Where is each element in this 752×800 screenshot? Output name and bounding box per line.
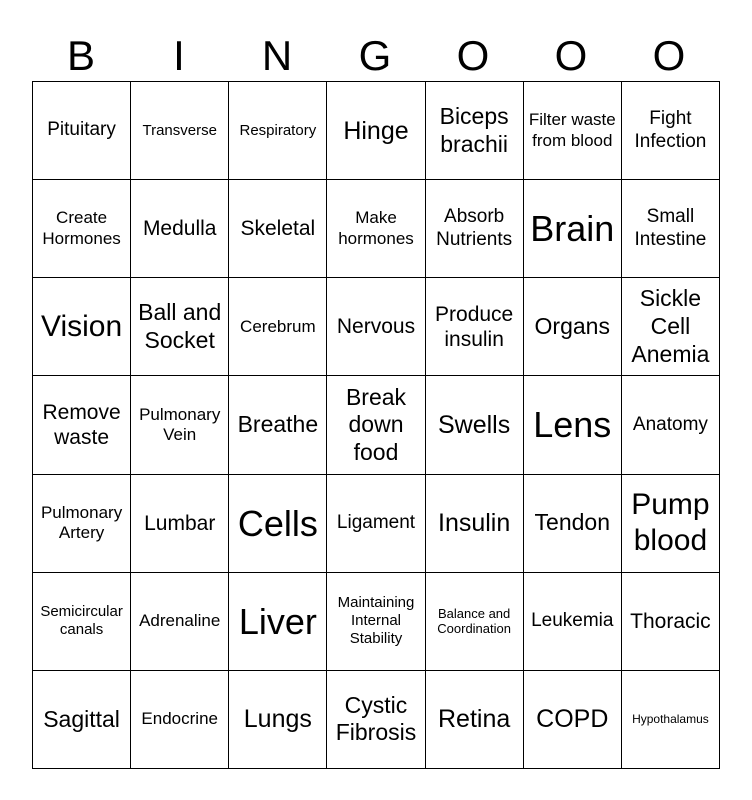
bingo-cell: Cells <box>229 474 327 572</box>
header-letter: G <box>358 32 392 79</box>
header-letter: O <box>652 32 686 79</box>
bingo-cell: Tendon <box>523 474 621 572</box>
bingo-cell: Biceps brachii <box>425 82 523 180</box>
bingo-cell: Organs <box>523 278 621 376</box>
bingo-cell: Transverse <box>131 82 229 180</box>
header-letter: I <box>173 32 185 79</box>
board-row <box>33 376 720 474</box>
bingo-cell: Create Hormones <box>33 180 131 278</box>
bingo-cell: Absorb Nutrients <box>425 180 523 278</box>
bingo-cell: Sickle Cell Anemia <box>621 278 719 376</box>
bingo-cell: Brain <box>523 180 621 278</box>
bingo-cell: Hypothalamus <box>621 670 719 768</box>
bingo-cell: Pulmonary Artery <box>33 474 131 572</box>
bingo-cell: Retina <box>425 670 523 768</box>
bingo-cell: Produce insulin <box>425 278 523 376</box>
bingo-cell: Ball and Socket <box>131 278 229 376</box>
bingo-cell: Insulin <box>425 474 523 572</box>
bingo-cell: Pump blood <box>621 474 719 572</box>
bingo-cell: Liver <box>229 572 327 670</box>
bingo-cell: Nervous <box>327 278 425 376</box>
bingo-cell: Leukemia <box>523 572 621 670</box>
bingo-cell: Medulla <box>131 180 229 278</box>
board-row <box>33 572 720 670</box>
board-row <box>33 278 720 376</box>
bingo-cell: Swells <box>425 376 523 474</box>
bingo-cell: Pulmonary Vein <box>131 376 229 474</box>
bingo-cell: Break down food <box>327 376 425 474</box>
header-letter: O <box>554 32 588 79</box>
board-row <box>33 474 720 572</box>
bingo-cell: Vision <box>33 278 131 376</box>
bingo-cell: Endocrine <box>131 670 229 768</box>
bingo-cell: Cystic Fibrosis <box>327 670 425 768</box>
bingo-cell: Lumbar <box>131 474 229 572</box>
bingo-cell: Sagittal <box>33 670 131 768</box>
bingo-cell: Cerebrum <box>229 278 327 376</box>
bingo-cell: Make hormones <box>327 180 425 278</box>
bingo-cell: Lungs <box>229 670 327 768</box>
header-letter: O <box>456 32 490 79</box>
bingo-cell: Semicircular canals <box>33 572 131 670</box>
bingo-cell: Filter waste from blood <box>523 82 621 180</box>
bingo-cell: Anatomy <box>621 376 719 474</box>
bingo-cell: Maintaining Internal Stability <box>327 572 425 670</box>
board-row <box>33 180 720 278</box>
bingo-cell: Hinge <box>327 82 425 180</box>
bingo-cell: Fight Infection <box>621 82 719 180</box>
bingo-cell: Thoracic <box>621 572 719 670</box>
bingo-cell: Remove waste <box>33 376 131 474</box>
bingo-board <box>32 81 720 769</box>
bingo-cell: Skeletal <box>229 180 327 278</box>
bingo-header <box>32 30 718 82</box>
board-row <box>33 670 720 768</box>
bingo-cell: Balance and Coordination <box>425 572 523 670</box>
bingo-cell: Respiratory <box>229 82 327 180</box>
bingo-cell: Breathe <box>229 376 327 474</box>
bingo-cell: Adrenaline <box>131 572 229 670</box>
bingo-cell: Pituitary <box>33 82 131 180</box>
header-letter: B <box>66 32 95 79</box>
bingo-cell: COPD <box>523 670 621 768</box>
header-letter: N <box>261 32 293 79</box>
bingo-cell: Small Intestine <box>621 180 719 278</box>
board-row <box>33 82 720 180</box>
bingo-cell: Ligament <box>327 474 425 572</box>
bingo-cell: Lens <box>523 376 621 474</box>
